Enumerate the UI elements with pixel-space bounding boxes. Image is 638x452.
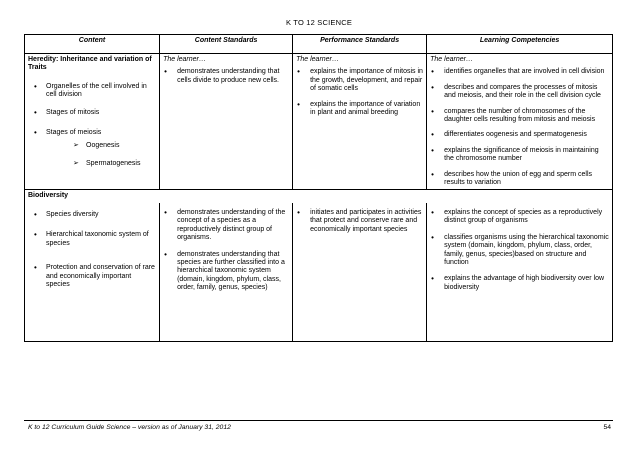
performance-list (296, 209, 423, 234)
learner-intro: The learner… (163, 56, 206, 63)
learner-intro: The learner… (296, 56, 339, 63)
list-item: • demonstrates understanding that cells divide to produce new cells. (163, 68, 289, 85)
list-item: • explains the concept of species as a reproductively distinct group of organisms (430, 209, 609, 226)
row-title: Heredity: Inheritance and variation of Traits (28, 56, 152, 72)
list-item: • identifies organelles that are involved in cell division (430, 68, 609, 76)
page-header: K TO 12 SCIENCE (285, 18, 353, 27)
list-item: • demonstrates understanding that species are further classified into a hierarchical taxonomic system (domain, kingdom, phylum, class, order, family, genus, species) (163, 251, 289, 293)
header-learning-competencies: Learning Competencies (427, 35, 613, 54)
header-content-standards: Content Standards (160, 35, 293, 54)
performance-list (296, 68, 423, 117)
table-header-row (25, 35, 613, 54)
list-item: • Protection and conservation of rare and economically important species (30, 264, 156, 289)
list-item: • Organelles of the cell involved in cell division (30, 83, 156, 100)
standards-list (163, 209, 289, 293)
list-item: • initiates and participates in activities that protect and conserve rare and economically important species (296, 209, 423, 234)
curriculum-table (24, 34, 613, 342)
sub-list (46, 142, 156, 168)
list-item: • explains the importance of variation in plant and animal breeding (296, 101, 423, 118)
content-cell (25, 203, 160, 342)
learner-intro: The learner… (430, 56, 473, 63)
table-row (25, 54, 613, 190)
list-item: • compares the number of chromosomes of the daughter cells resulting from mitosis and meiosis (430, 108, 609, 125)
content-list (30, 211, 156, 289)
list-item: • explains the importance of mitosis in the growth, development, and repair of somatic cells (296, 68, 423, 93)
header-content: Content (25, 35, 160, 54)
list-item: • Stages of meiosis ➢ Oogenesis ➢ Spermatogenesis (30, 129, 156, 168)
content-list (30, 83, 156, 168)
list-item: • Species diversity (30, 211, 156, 219)
standards-cell (160, 54, 293, 190)
section-row (25, 190, 613, 203)
header-performance-standards: Performance Standards (293, 35, 427, 54)
competencies-cell (427, 54, 613, 190)
competencies-list (430, 68, 609, 187)
list-item: • Hierarchical taxonomic system of species (30, 231, 156, 248)
sub-list-item: ➢ Oogenesis (46, 142, 156, 150)
list-item: • demonstrates understanding of the concept of a species as a reproductively distinct group of organisms. (163, 209, 289, 243)
footer-caption: K to 12 Curriculum Guide Science – version as of January 31, 2012 (28, 424, 231, 431)
list-item: • Stages of mitosis (30, 109, 156, 117)
section-title: Biodiversity (25, 190, 613, 203)
standards-list (163, 68, 289, 85)
competencies-list (430, 209, 609, 292)
content-cell (25, 54, 160, 190)
competencies-cell (427, 203, 613, 342)
performance-cell (293, 203, 427, 342)
sub-list-item: ➢ Spermatogenesis (46, 160, 156, 168)
list-item: • differentiates oogenesis and spermatogenesis (430, 131, 609, 139)
footer-divider (24, 420, 613, 421)
list-item: • describes and compares the processes of mitosis and meiosis, and their role in the cell division cycle (430, 84, 609, 101)
page-number: 54 (603, 424, 611, 431)
list-item: • classifies organisms using the hierarchical taxonomic system (domain, kingdom, phylum, class, order, family, genus, species)based on structure and function (430, 234, 609, 268)
standards-cell (160, 203, 293, 342)
table-row (25, 203, 613, 342)
performance-cell (293, 54, 427, 190)
list-item: • explains the significance of meiosis in maintaining the chromosome number (430, 147, 609, 164)
list-item: • explains the advantage of high biodiversity over low biodiversity (430, 275, 609, 292)
list-item: • describes how the union of egg and sperm cells results to variation (430, 171, 609, 188)
